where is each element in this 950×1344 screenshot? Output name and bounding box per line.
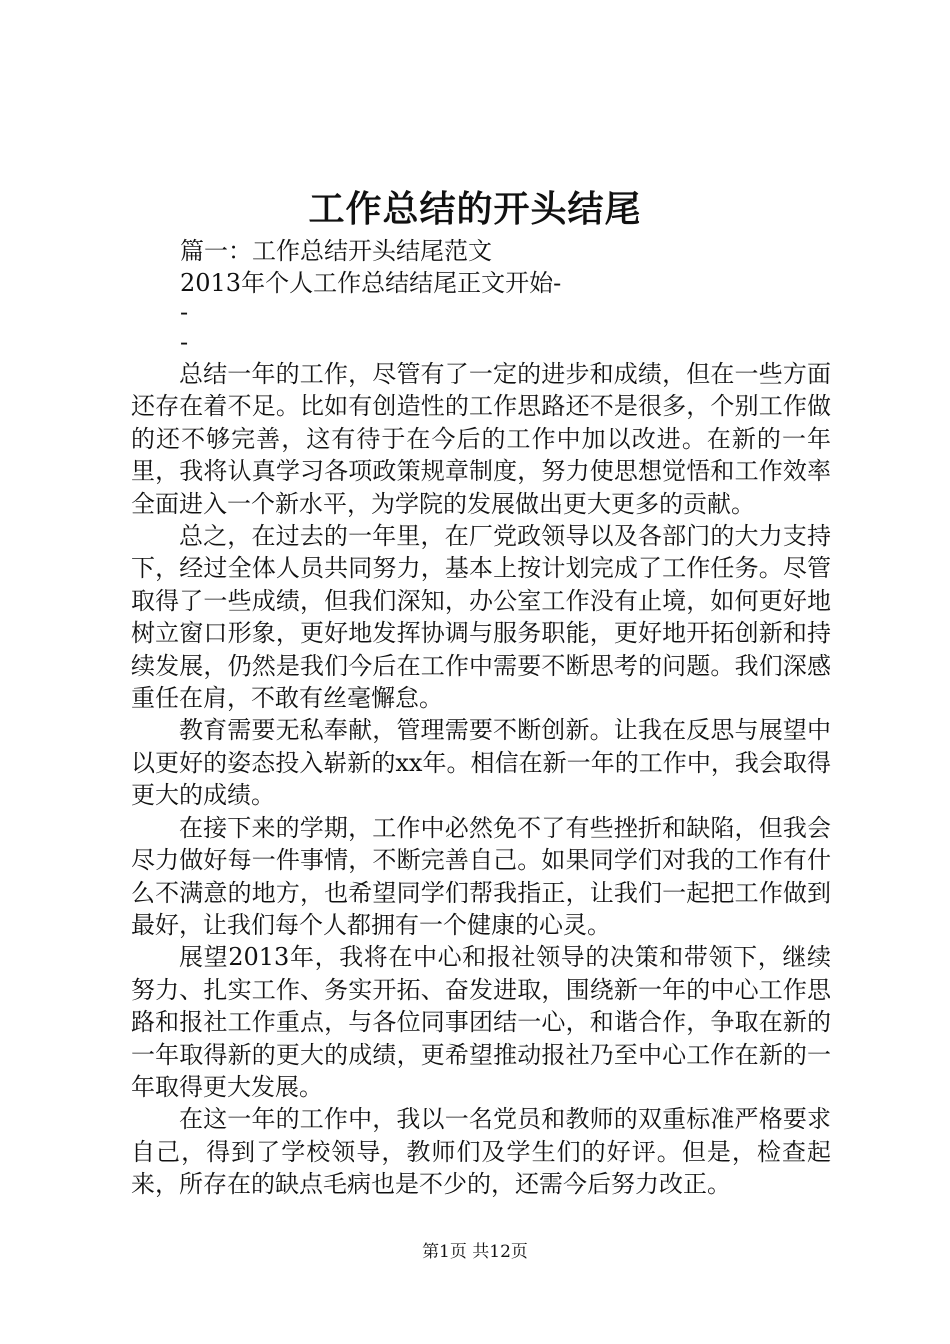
paragraph: 总之，在过去的一年里，在厂党政领导以及各部门的大力支持下，经过全体人员共同努力，基本上按计划完成了工作任务。尽管取得了一些成绩，但我们深知，办公室工作没有止境，如何更好地树立窗口形象，更好地发挥协调与服务职能，更好地开拓创新和持续发展，仍然是我们今后在工作中需要不断思考的问题。我们深感重任在肩，不敢有丝毫懈怠。 — [131, 522, 831, 713]
page-footer: 第1页 共12页 — [422, 1242, 528, 1262]
separator-dash: - — [180, 328, 189, 356]
paragraph: 总结一年的工作，尽管有了一定的进步和成绩，但在一些方面还存在着不足。比如有创造性的工作思路还不是很多，个别工作做的还不够完善，这有待于在今后的工作中加以改进。在新的一年里，我将认真学习各项政策规章制度，努力使思想觉悟和工作效率全面进入一个新水平，为学院的发展做出更大更多的贡献。 — [131, 360, 831, 518]
document-title: 工作总结的开头结尾 — [308, 188, 642, 230]
document-body — [131, 358, 831, 1201]
separator-dash: - — [180, 298, 189, 326]
paragraph: 展望2013年，我将在中心和报社领导的决策和带领下，继续努力、扎实工作、务实开拓、奋发进取，围绕新一年的中心工作思路和报社工作重点，与各位同事团结一心，和谐合作，争取在新的一年取得新的更大的成绩，更希望推动报社乃至中心工作在新的一年取得更大发展。 — [131, 943, 831, 1101]
paragraph: 在这一年的工作中，我以一名党员和教师的双重标准严格要求自己，得到了学校领导，教师们及学生们的好评。但是，检查起来，所存在的缺点毛病也是不少的，还需今后努力改正。 — [131, 1105, 831, 1199]
paragraph: 在接下来的学期，工作中必然免不了有些挫折和缺陷，但我会尽力做好每一件事情，不断完善自己。如果同学们对我的工作有什么不满意的地方，也希望同学们帮我指正，让我们一起把工作做到最好，让我们每个人都拥有一个健康的心灵。 — [131, 813, 831, 939]
paragraph: 教育需要无私奉献，管理需要不断创新。让我在反思与展望中以更好的姿态投入崭新的xx年。相信在新一年的工作中，我会取得更大的成绩。 — [131, 716, 831, 810]
subheading: 2013年个人工作总结结尾正文开始- — [180, 269, 562, 297]
subtitle: 篇一：工作总结开头结尾范文 — [180, 237, 492, 265]
